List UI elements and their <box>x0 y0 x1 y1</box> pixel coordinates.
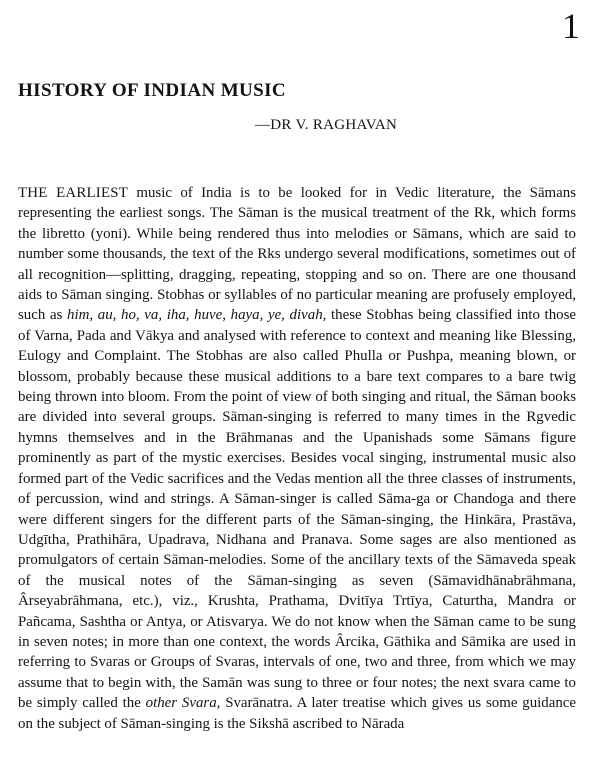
other-svara-term: other Svara <box>145 695 217 712</box>
chapter-number: 1 <box>562 6 580 46</box>
body-text-part-2: , these Stobhas being classified into those of Varna, Pada and Vākya and analysed with reference to context and meaning like Blessing, Eulogy and Complaint. The Stobhas are also called Phulla or Pushpa, meaning blown, or blossom, probably because these musical additions to a bare text compares to a bare twig being thrown into bloom. From the point of view of both singing and ritual, the Sāman books are divided into several groups. Sāman-singing is referred to many times in the Rgvedic hymns themselves and in the Brāhmanas and the Upanishads some Sāmans figure prominently as part of the mystic exercises. Besides vocal singing, instrumental music also formed part of the Vedic sacrifices and the Vedas mention all the three classes of instruments, of percussion, wind and strings. A Sāman-singer is called Sāma-ga or Chandoga and there were different singers for the different parts of the Sāman-singing, the Hinkāra, Prastāva, Udgītha, Prathihāra, Upadrava, Nidhana and Pranava. Some sages are also mentioned as promulgators of certain Sāman-melodies. Some of the ancillary texts of the Sāmaveda speak of the musical notes of the Sāman-singing as seven (Sāmavidhānabrāhmana, Ârseyabrāhmana, etc.), viz., Krushta, Prathama, Dvitīya Trtīya, Caturtha, Mandra or Pañcama, Sashtha or Antya, or Atisvarya. We do not know when the Sāman came to be sung in seven notes; in more than one context, the words Ârcika, Gāthika and Sāmika are used in referring to Svaras or Groups of Svaras, intervals of one, two and three, from which we may assume that to begin with, the Samān was sung to three or four notes; the next svara came to be simply called the <box>18 307 576 712</box>
author-byline: —DR V. RAGHAVAN <box>255 117 398 133</box>
chapter-title: HISTORY OF INDIAN MUSIC <box>18 80 287 101</box>
opening-words: THE EARLIEST <box>18 185 129 201</box>
body-text-part-1: music of India is to be looked for in Vedic literature, the Sāmans representing the earliest songs. The Sāman is the musical treatment of the Rk, which forms the libretto (yoni). While being rendered thus into melodies or Sāmans, which are said to number some thousands, the text of the Rks undergo several modifications, sometimes out of all recognition—splitting, dragging, repeating, stopping and so on. There are one thousand aids to Sāman singing. Stobhas or syllables of no particular meaning are profusely employed, such as <box>18 185 576 324</box>
body-text-part-3: , Svarānatra. A later treatise which gives us some guidance on the subject of Sāman-singing is the Sikshā ascribed to Nārada <box>18 695 576 732</box>
body-paragraph <box>18 183 576 734</box>
stobha-syllables: him, au, ho, va, iha, huve, haya, ye, divah <box>67 307 323 324</box>
